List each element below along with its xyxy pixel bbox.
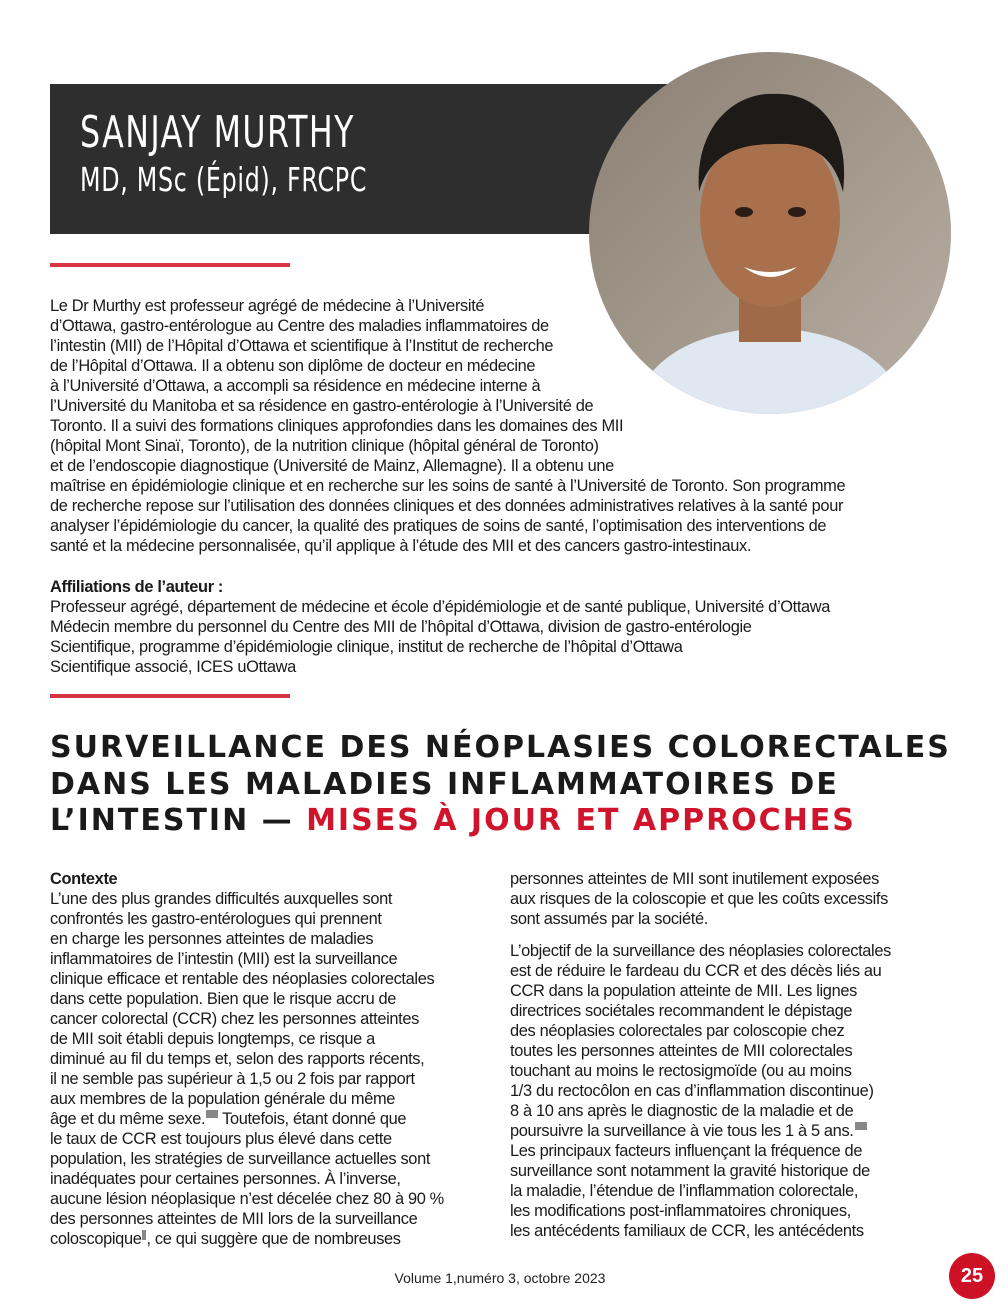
bio-line: d’Ottawa, gastro-entérologue au Centre des maladies inflammatoires de xyxy=(50,317,549,335)
affiliations-heading: Affiliations de l’auteur : xyxy=(50,578,224,596)
body-line: diminué au fil du temps et, selon des rapports récents, xyxy=(50,1050,425,1068)
affiliation-item: Scientifique, programme d’épidémiologie clinique, institut de recherche de l’hôpital d’Ottawa xyxy=(50,638,683,656)
column-1 xyxy=(50,869,444,1249)
bio-line: de recherche repose sur l’utilisation des données cliniques et des données administratives relatives à la santé pour xyxy=(50,497,844,515)
bio-line: analyser l’épidémiologie du cancer, la qualité des pratiques de soins de santé, l’optimisation des interventions de xyxy=(50,517,827,535)
body-text: poursuivre la surveillance à vie tous les 1 à 5 ans. xyxy=(510,1122,854,1140)
page-number-badge: 25 xyxy=(949,1253,995,1299)
bio-line: (hôpital Mont Sinaï, Toronto), de la nutrition clinique (hôpital général de Toronto) xyxy=(50,437,599,455)
body-text: âge et du même sexe. xyxy=(50,1110,206,1128)
footer-issue: Volume 1,numéro 3, octobre 2023 xyxy=(394,1270,606,1286)
body-line: les antécédents familiaux de CCR, les antécédents xyxy=(510,1222,864,1240)
body-line: personnes atteintes de MII sont inutilement exposées xyxy=(510,870,880,888)
bio-line: Le Dr Murthy est professeur agrégé de médecine à l’Université xyxy=(50,297,485,315)
bio-line: l’intestin (MII) de l’Hôpital d’Ottawa et scientifique à l’Institut de recherche xyxy=(50,337,554,355)
title-line: DANS LES MALADIES INFLAMMATOIRES DE xyxy=(50,766,839,802)
affiliation-item: Médecin membre du personnel du Centre des MII de l’hôpital d’Ottawa, division de gastro-entérologie xyxy=(50,618,752,636)
body-line: des personnes atteintes de MII lors de la surveillance xyxy=(50,1210,418,1228)
body-line: cancer colorectal (CCR) chez les personnes atteintes xyxy=(50,1010,419,1028)
bio-line: l’Université du Manitoba et sa résidence en gastro-entérologie à l’Université de xyxy=(50,397,594,415)
body-line: de MII soit établi depuis longtemps, ce risque a xyxy=(50,1030,375,1048)
divider xyxy=(50,263,290,267)
body-line: surveillance sont notamment la gravité historique de xyxy=(510,1162,870,1180)
body-text: coloscopique xyxy=(50,1230,142,1248)
author-bio xyxy=(50,296,845,556)
body-line: touchant au moins le rectosigmoïde (ou au moins xyxy=(510,1062,852,1080)
bio-line: et de l’endoscopie diagnostique (Université de Mainz, Allemagne). Il a obtenu une xyxy=(50,457,614,475)
author-name: SANJAY MURTHY xyxy=(80,107,355,158)
body-line: Les principaux facteurs influençant la fréquence de xyxy=(510,1142,863,1160)
body-line: clinique efficace et rentable des néoplasies colorectales xyxy=(50,970,435,988)
bio-line: Toronto. Il a suivi des formations cliniques approfondies dans les domaines des MII xyxy=(50,417,624,435)
body-line: inadéquates pour certaines personnes. À l’inverse, xyxy=(50,1170,401,1188)
body-line: aux risques de la coloscopie et que les coûts excessifs xyxy=(510,890,888,908)
body-line: CCR dans la population atteinte de MII. Les lignes xyxy=(510,982,857,1000)
bio-line: maîtrise en épidémiologie clinique et en recherche sur les soins de santé à l’Université de Toronto. Son programme xyxy=(50,477,846,495)
title-subtitle: MISES À JOUR ET APPROCHES xyxy=(306,803,856,838)
body-line: le taux de CCR est toujours plus élevé dans cette xyxy=(50,1130,392,1148)
bio-line: santé et la médecine personnalisée, qu’il applique à l’étude des MII et des cancers gastro-intestinaux. xyxy=(50,537,752,555)
body-line: directrices sociétales recommandent le dépistage xyxy=(510,1002,853,1020)
body-line: 1/3 du rectocôlon en cas d’inflammation discontinue) xyxy=(510,1082,874,1100)
body-line: L’une des plus grandes difficultés auxquelles sont xyxy=(50,890,393,908)
body-line: inflammatoires de l’intestin (MII) est la surveillance xyxy=(50,950,398,968)
column-2 xyxy=(510,869,891,1241)
bio-line: à l’Université d’Ottawa, a accompli sa résidence en médecine interne à xyxy=(50,377,541,395)
body-line: les modifications post-inflammatoires chroniques, xyxy=(510,1202,851,1220)
divider xyxy=(50,694,290,698)
author-credentials: MD, MSc (Épid), FRCPC xyxy=(80,160,368,199)
affiliations xyxy=(50,577,830,677)
body-line: 8 à 10 ans après le diagnostic de la maladie et de xyxy=(510,1102,854,1120)
body-text: Toutefois, étant donné que xyxy=(218,1110,407,1128)
body-line: il ne semble pas supérieur à 1,5 ou 2 fois par rapport xyxy=(50,1070,415,1088)
reference-marker[interactable] xyxy=(855,1122,867,1130)
body-line: des néoplasies colorectales par coloscopie chez xyxy=(510,1022,845,1040)
bio-line: de l’Hôpital d’Ottawa. Il a obtenu son diplôme de docteur en médecine xyxy=(50,357,536,375)
body-line: sont assumés par la société. xyxy=(510,910,708,928)
body-line: en charge les personnes atteintes de maladies xyxy=(50,930,374,948)
article-title xyxy=(50,730,951,840)
body-line: population, les stratégies de surveillance actuelles sont xyxy=(50,1150,431,1168)
body-line: confrontés les gastro-entérologues qui prennent xyxy=(50,910,382,928)
body-text: , ce qui suggère que de nombreuses xyxy=(146,1230,401,1248)
body-line: aucune lésion néoplasique n’est décelée chez 80 à 90 % xyxy=(50,1190,444,1208)
body-line: L’objectif de la surveillance des néoplasies colorectales xyxy=(510,942,891,960)
body-line: dans cette population. Bien que le risque accru de xyxy=(50,990,397,1008)
body-line: est de réduire le fardeau du CCR et des décès liés au xyxy=(510,962,882,980)
body-line: aux membres de la population générale du même xyxy=(50,1090,396,1108)
title-line: SURVEILLANCE DES NÉOPLASIES COLORECTALES xyxy=(50,730,951,765)
title-line: L’INTESTIN — xyxy=(50,803,307,838)
body-line: la maladie, l’étendue de l’inflammation colorectale, xyxy=(510,1182,859,1200)
affiliation-item: Professeur agrégé, département de médecine et école d’épidémiologie et de santé publique, Université d’Ottawa xyxy=(50,598,831,616)
section-heading: Contexte xyxy=(50,870,118,888)
affiliation-item: Scientifique associé, ICES uOttawa xyxy=(50,658,296,676)
body-line: toutes les personnes atteintes de MII colorectales xyxy=(510,1042,853,1060)
reference-marker[interactable] xyxy=(206,1110,218,1118)
